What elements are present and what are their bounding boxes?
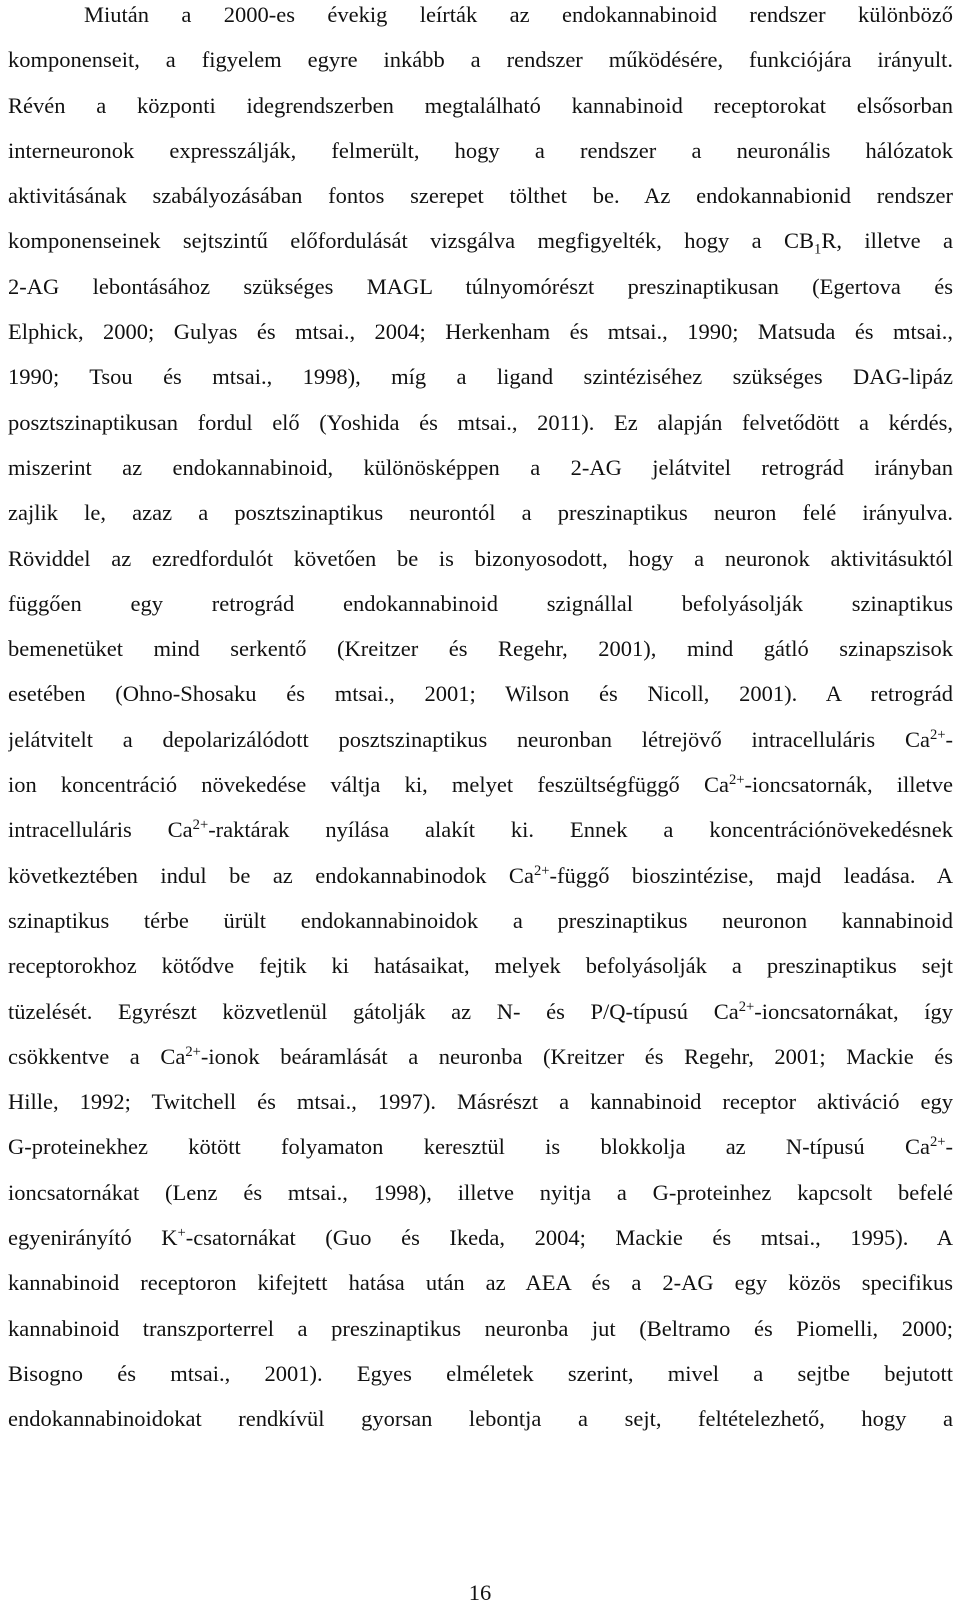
line-text: esetében (Ohno-Shosaku és mtsai., 2001; Wilson és Nicoll, 2001). A retrográd xyxy=(8,681,953,707)
text-line xyxy=(8,989,953,1034)
text-line xyxy=(8,581,953,626)
line-text: -ioncsatornákat, így xyxy=(754,998,953,1024)
text-line xyxy=(8,83,953,128)
superscript: 2+ xyxy=(929,1134,946,1151)
line-text: - xyxy=(945,726,953,752)
text-line xyxy=(8,218,953,263)
line-text: kannabinoid transzporterrel a preszinaptikus neuronba jut (Beltramo és Piomelli, 2000; xyxy=(8,1315,953,1341)
line-text: posztszinaptikusan fordul elő (Yoshida és mtsai., 2011). Ez alapján felvetődött a kérdés, xyxy=(8,409,953,435)
line-text: interneuronok expresszálják, felmerült, hogy a rendszer a neuronális hálózatok xyxy=(8,137,953,163)
line-text: kannabinoid receptoron kifejtett hatása után az AEA és a 2-AG egy közös specifikus xyxy=(8,1270,953,1296)
line-text: ioncsatornákat (Lenz és mtsai., 1998), illetve nyitja a G-proteinhez kapcsolt befelé xyxy=(8,1179,953,1205)
text-line xyxy=(8,264,953,309)
line-text: bemenetüket mind serkentő (Kreitzer és Regehr, 2001), mind gátló szinapszisok xyxy=(8,636,953,662)
line-text: 2-AG lebontásához szükséges MAGL túlnyomórészt preszinaptikusan (Egertova és xyxy=(8,273,953,299)
line-text: zajlik le, azaz a posztszinaptikus neurontól a preszinaptikus neuron felé irányulva. xyxy=(8,500,953,526)
line-text: endokannabinoidokat rendkívül gyorsan lebontja a sejt, feltételezhető, hogy a xyxy=(8,1406,953,1432)
text-line xyxy=(8,1396,953,1441)
text-line xyxy=(8,0,953,37)
line-text: ion koncentráció növekedése váltja ki, melyet feszültségfüggő Ca xyxy=(8,772,729,798)
line-text: jelátvitelt a depolarizálódott posztszinaptikus neuronban létrejövő intracelluláris Ca xyxy=(8,726,930,752)
text-line xyxy=(8,898,953,943)
text-line xyxy=(8,400,953,445)
text-line xyxy=(8,1034,953,1079)
line-text: Elphick, 2000; Gulyas és mtsai., 2004; Herkenham és mtsai., 1990; Matsuda és mtsai., xyxy=(8,319,953,345)
text-line xyxy=(8,128,953,173)
line-text: -csatornákat (Guo és Ikeda, 2004; Mackie és mtsai., 1995). A xyxy=(185,1225,953,1251)
text-line xyxy=(8,1124,953,1169)
line-text: Röviddel az ezredfordulót követően be is bizonyosodott, hogy a neuronok aktivitásuktól xyxy=(8,545,953,571)
text-line xyxy=(8,1170,953,1215)
line-text: komponenseit, a figyelem egyre inkább a rendszer működésére, funkciójára irányult. xyxy=(8,47,953,73)
text-line xyxy=(8,354,953,399)
superscript: 2+ xyxy=(192,817,209,834)
line-text: Miután a 2000-es évekig leírták az endokannabinoid rendszer különböző xyxy=(84,2,953,27)
text-line xyxy=(8,671,953,716)
line-text: receptorokhoz kötődve fejtik ki hatásaikat, melyek befolyásolják a preszinaptikus sejt xyxy=(8,953,953,979)
line-text: szinaptikus térbe ürült endokannabinoidok a preszinaptikus neuronon kannabinoid xyxy=(8,907,953,933)
line-text: - xyxy=(945,1134,953,1160)
text-line xyxy=(8,943,953,988)
superscript: 2+ xyxy=(728,772,745,789)
superscript: 2+ xyxy=(738,998,755,1015)
line-text: következtében indul be az endokannabinodok Ca xyxy=(8,862,534,888)
document-body xyxy=(8,0,953,1442)
line-text: Bisogno és mtsai., 2001). Egyes elméletek szerint, mivel a sejtbe bejutott xyxy=(8,1360,953,1386)
line-text: miszerint az endokannabinoid, különösképpen a 2-AG jelátvitel retrográd irányban xyxy=(8,454,953,480)
line-text: -ioncsatornák, illetve xyxy=(744,772,953,798)
text-line xyxy=(8,445,953,490)
text-line xyxy=(8,853,953,898)
text-line xyxy=(8,173,953,218)
text-line xyxy=(8,309,953,354)
superscript: 2+ xyxy=(185,1043,201,1060)
text-line xyxy=(8,1079,953,1124)
line-text: intracelluláris Ca xyxy=(8,817,193,843)
text-line xyxy=(8,626,953,671)
line-text: -raktárak nyílása alakít ki. Ennek a koncentrációnövekedésnek xyxy=(208,817,953,843)
line-text: -ionok beáramlását a neuronba (Kreitzer és Regehr, 2001; Mackie és xyxy=(200,1043,953,1069)
text-line xyxy=(8,1306,953,1351)
text-line xyxy=(8,1260,953,1305)
subscript: 1 xyxy=(814,241,822,258)
text-line xyxy=(8,717,953,762)
page-number: 16 xyxy=(468,1580,492,1605)
line-text: aktivitásának szabályozásában fontos szerepet tölthet be. Az endokannabionid rendszer xyxy=(8,183,953,209)
superscript: + xyxy=(177,1224,186,1241)
text-line xyxy=(8,1351,953,1396)
text-line xyxy=(8,1215,953,1260)
line-text: függően egy retrográd endokannabinoid szignállal befolyásolják szinaptikus xyxy=(8,590,953,616)
superscript: 2+ xyxy=(533,862,550,879)
line-text: -függő bioszintézise, majd leadása. A xyxy=(549,862,953,888)
line-text: csökkentve a Ca xyxy=(8,1043,186,1069)
text-line xyxy=(8,37,953,82)
text-line xyxy=(8,807,953,852)
text-line xyxy=(8,490,953,535)
text-line xyxy=(8,536,953,581)
line-text: tüzelését. Egyrészt közvetlenül gátolják az N- és P/Q-típusú Ca xyxy=(8,998,739,1024)
line-text: Hille, 1992; Twitchell és mtsai., 1997). Másrészt a kannabinoid receptor aktiváció egy xyxy=(8,1089,953,1115)
line-text: R, illetve a xyxy=(821,228,953,254)
superscript: 2+ xyxy=(929,726,946,743)
line-text: egyenirányító K xyxy=(8,1225,178,1251)
line-text: Révén a központi idegrendszerben megtalálható kannabinoid receptorokat elsősorban xyxy=(8,92,953,118)
line-text: 1990; Tsou és mtsai., 1998), míg a ligand szintéziséhez szükséges DAG-lipáz xyxy=(8,364,953,390)
line-text: komponenseinek sejtszintű előfordulását vizsgálva megfigyelték, hogy a CB xyxy=(8,228,815,254)
text-line xyxy=(8,762,953,807)
line-text: G-proteinekhez kötött folyamaton keresztül is blokkolja az N-típusú Ca xyxy=(8,1134,930,1160)
